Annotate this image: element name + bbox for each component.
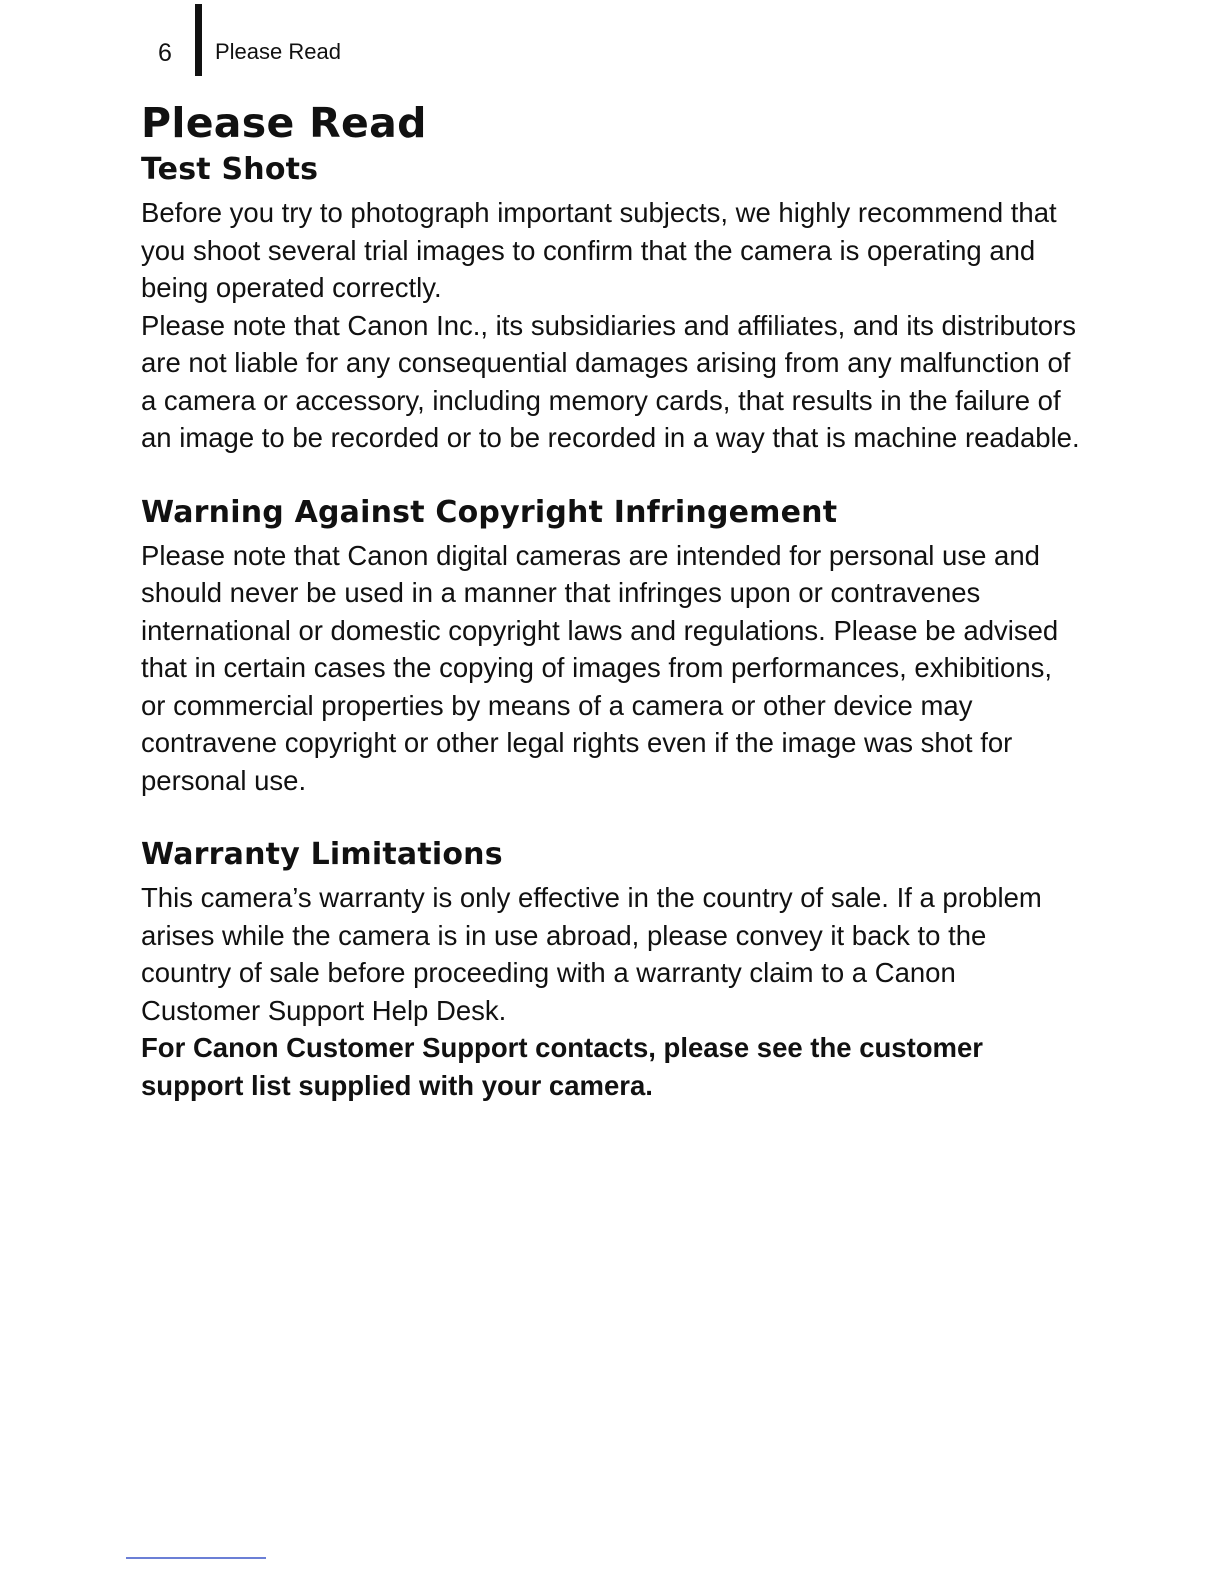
paragraph: Please note that Canon digital cameras are intended for personal use and should never be used in a manner that infringes upon or contravenes international or domestic copyright laws and regulations. Please be advised that in certain cases the copying of images from performances, exhibitions, or commercial properties by means of a camera or other device may contravene copyright or other legal rights even if the image was shot for personal use. [141,539,1059,796]
section-test-shots [141,150,1081,457]
section-copyright-warning [141,493,1081,800]
footer-rule [126,1557,266,1559]
page-number: 6 [158,39,172,67]
paragraph: This camera’s warranty is only effective in the country of sale. If a problem arises while the camera is in use abroad, please convey it back to the country of sale before proceeding with a warranty claim to a Canon Customer Support Help Desk. [141,882,1042,1026]
paragraph: Before you try to photograph important subjects, we highly recommend that you shoot several trial images to confirm that the camera is operating and being operated correctly. [141,197,1057,303]
section-heading: Test Shots [141,152,319,187]
running-title: Please Read [215,39,341,64]
section-warranty-limitations [141,835,1081,1104]
header-divider [195,4,202,76]
support-note: For Canon Customer Support contacts, please see the customer support list supplied with your camera. [141,1032,983,1101]
section-heading: Warranty Limitations [141,837,503,872]
paragraph: Please note that Canon Inc., its subsidiaries and affiliates, and its distributors are not liable for any consequential damages arising from any malfunction of a camera or accessory, including memory cards, that results in the failure of an image to be recorded or to be recorded in a way that is machine readable. [141,309,1080,453]
section-heading: Warning Against Copyright Infringement [141,494,838,530]
page-title: Please Read [141,99,427,147]
page-content [141,96,1081,1104]
